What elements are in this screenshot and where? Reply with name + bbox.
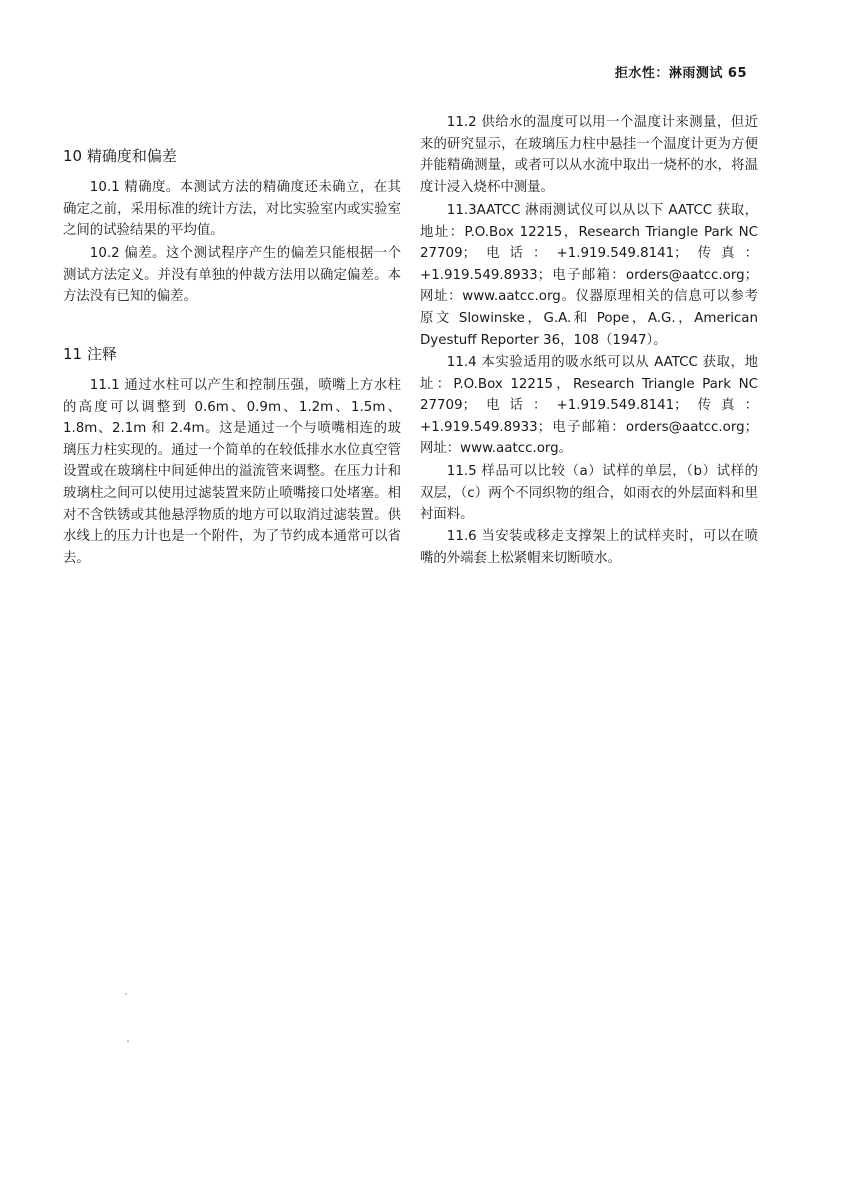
running-header: 拒水性：淋雨测试 65 bbox=[614, 66, 747, 81]
paragraph-11-5: 11.5 样品可以比较（a）试样的单层，（b）试样的双层，（c）两个不同织物的组合，如雨衣的外层面料和里衬面料。 bbox=[420, 464, 758, 523]
paragraph-11-6: 11.6 当安装或移走支撑架上的试样夹时，可以在喷嘴的外端套上松紧帽来切断喷水。 bbox=[420, 529, 758, 566]
section-11-heading: 11 注释 bbox=[63, 345, 117, 363]
scan-speck bbox=[125, 993, 127, 995]
paragraph-11-3: 11.3AATCC 淋雨测试仪可以从以下 AATCC 获取，地址：P.O.Box 12215，Research Triangle Park NC 27709；电话：+1.919.549.8141；传真：+1.919.549.8933；电子邮箱：orders@aatcc.org；网址：www.aatcc.org。仪器原理相关的信息可以参考原文 Slowinske，G.A.和 Pope，A.G.，American Dyestuff Reporter 36，108（1947）。 bbox=[420, 203, 758, 348]
paragraph-10-1: 10.1 精确度。本测试方法的精确度还未确立，在其确定之前，采用标准的统计方法，对比实验室内或实验室之间的试验结果的平均值。 bbox=[63, 180, 401, 239]
scan-speck bbox=[127, 1040, 129, 1042]
paragraph-11-1: 11.1 通过水柱可以产生和控制压强，喷嘴上方水柱的高度可以调整到 0.6m、0.9m、1.2m、1.5m、1.8m、2.1m 和 2.4m。这是通过一个与喷嘴相连的玻璃压力柱实现的。通过一个简单的在较低排水水位真空管设置或在玻璃柱中间延伸出的溢流管来调整。在压力计和玻璃柱之间可以使用过滤装置来防止喷嘴接口处堵塞。相对不含铁锈或其他悬浮物质的地方可以取消过滤装置。供水线上的压力计也是一个附件，为了节约成本通常可以省去。 bbox=[63, 378, 401, 566]
paragraph-10-2: 10.2 偏差。这个测试程序产生的偏差只能根据一个测试方法定义。并没有单独的仲裁方法用以确定偏差。本方法没有已知的偏差。 bbox=[63, 246, 401, 305]
paragraph-11-2: 11.2 供给水的温度可以用一个温度计来测量，但近来的研究显示，在玻璃压力柱中悬挂一个温度计更为方便并能精确测量，或者可以从水流中取出一烧杯的水，将温度计浸入烧杯中测量。 bbox=[420, 115, 758, 195]
paragraph-11-4: 11.4 本实验适用的吸水纸可以从 AATCC 获取，地址：P.O.Box 12215，Research Triangle Park NC 27709；电话：+1.919.549.8141；传真：+1.919.549.8933；电子邮箱：orders@aatcc.org；网址：www.aatcc.org。 bbox=[420, 355, 758, 457]
section-10-heading: 10 精确度和偏差 bbox=[63, 147, 177, 165]
